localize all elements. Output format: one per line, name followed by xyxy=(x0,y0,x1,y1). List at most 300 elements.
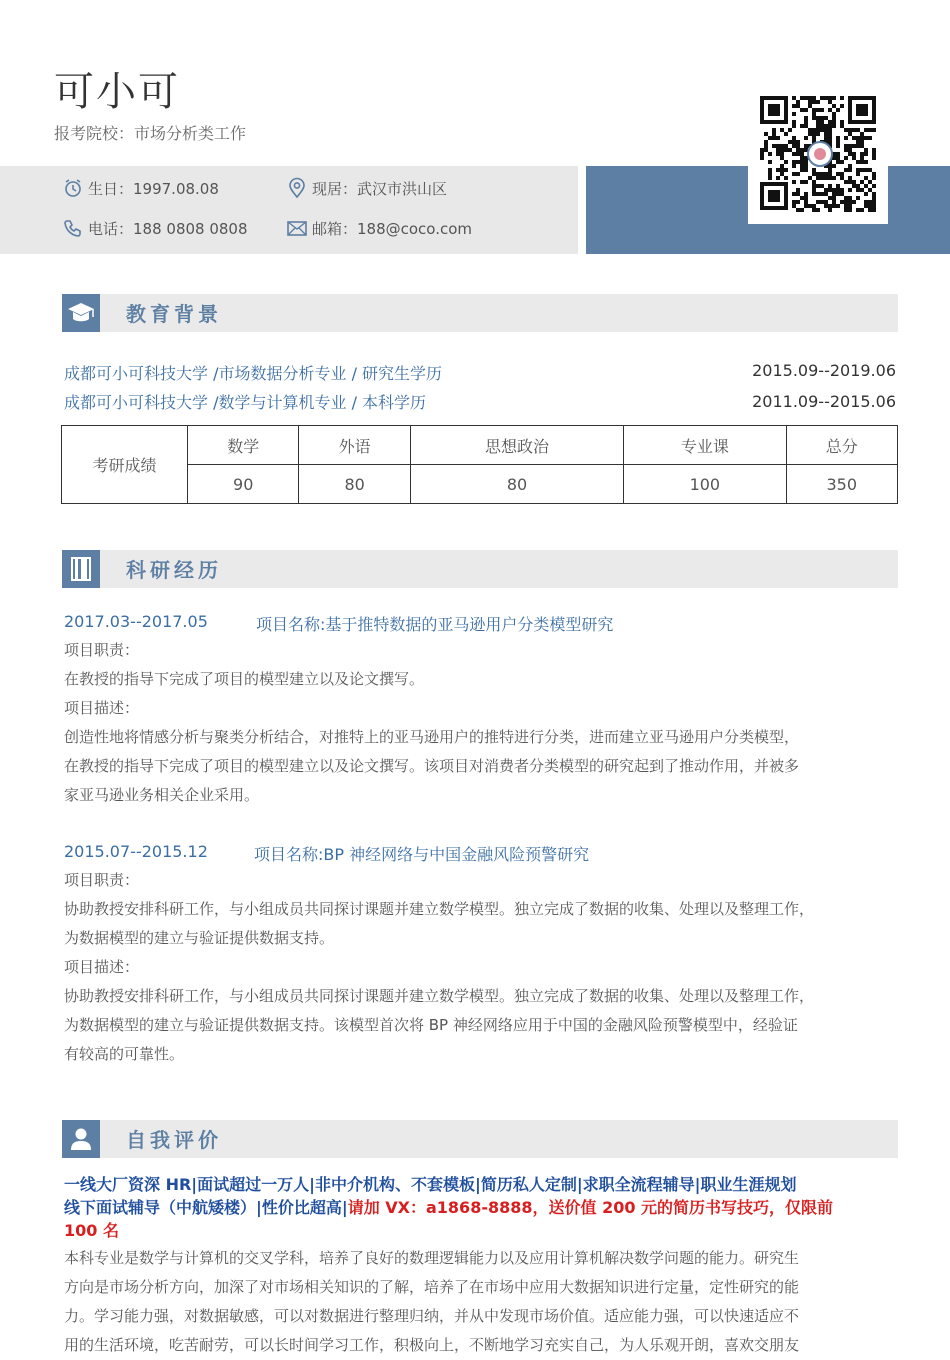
education-date-1: 2015.09--2019.06 xyxy=(752,361,896,380)
qr-module xyxy=(844,144,848,148)
person-icon xyxy=(62,1120,100,1158)
qr-module xyxy=(804,160,808,164)
qr-module xyxy=(824,172,828,176)
qr-module xyxy=(792,180,796,184)
qr-module xyxy=(844,136,848,140)
qr-module xyxy=(844,148,848,152)
qr-module xyxy=(844,128,848,132)
qr-module xyxy=(816,108,820,112)
qr-module xyxy=(868,200,872,204)
qr-module xyxy=(796,152,800,156)
project-2-name: 项目名称:BP 神经网络与中国金融风险预警研究 xyxy=(254,845,590,864)
qr-module xyxy=(864,200,868,204)
qr-module xyxy=(784,144,788,148)
qr-module xyxy=(764,140,768,144)
qr-module xyxy=(776,152,780,156)
project-1-duty-label: 项目职责： xyxy=(64,641,140,659)
qr-module xyxy=(812,128,816,132)
qr-module xyxy=(848,200,852,204)
qr-module xyxy=(828,172,832,176)
qr-module xyxy=(816,208,820,212)
qr-module xyxy=(828,208,832,212)
qr-module xyxy=(804,144,808,148)
qr-module xyxy=(872,176,876,180)
qr-module xyxy=(816,184,820,188)
qr-module xyxy=(864,128,868,132)
qr-module xyxy=(792,96,796,100)
qr-module xyxy=(768,172,772,176)
qr-module xyxy=(840,124,844,128)
qr-module xyxy=(780,144,784,148)
qr-module xyxy=(864,136,868,140)
qr-module xyxy=(780,172,784,176)
qr-module xyxy=(860,188,864,192)
qr-module xyxy=(832,176,836,180)
qr-module xyxy=(848,208,852,212)
qr-module xyxy=(780,128,784,132)
qr-module xyxy=(848,128,852,132)
qr-module xyxy=(808,176,812,180)
qr-module xyxy=(872,204,876,208)
qr-module xyxy=(768,136,772,140)
qr-module xyxy=(780,168,784,172)
qr-module xyxy=(820,200,824,204)
qr-module xyxy=(868,208,872,212)
qr-module xyxy=(872,200,876,204)
qr-module xyxy=(836,144,840,148)
phone-text: 电话：188 0808 0808 xyxy=(88,219,248,238)
self-eval-line: 力。学习能力强，对数据敏感，可以对数据进行整理归纳，并从中发现市场价值。适应能力强，可以快速适应不 xyxy=(64,1307,800,1325)
qr-module xyxy=(804,120,808,124)
qr-module xyxy=(848,196,852,200)
qr-module xyxy=(856,188,860,192)
project-2-body xyxy=(64,866,900,1069)
qr-module xyxy=(828,96,832,100)
qr-module xyxy=(812,108,816,112)
qr-module xyxy=(804,124,808,128)
qr-module xyxy=(812,100,816,104)
qr-module xyxy=(820,128,824,132)
score-header-total: 总分 xyxy=(786,426,897,465)
qr-module xyxy=(852,156,856,160)
qr-module xyxy=(848,188,852,192)
qr-module xyxy=(820,124,824,128)
qr-module xyxy=(800,160,804,164)
qr-module xyxy=(796,172,800,176)
qr-module xyxy=(844,156,848,160)
qr-module xyxy=(796,140,800,144)
qr-module xyxy=(872,128,876,132)
qr-module xyxy=(856,136,860,140)
education-title: 教育背景 xyxy=(126,302,222,326)
qr-module xyxy=(840,120,844,124)
qr-module xyxy=(844,196,848,200)
qr-module xyxy=(860,156,864,160)
qr-module xyxy=(848,164,852,168)
qr-module xyxy=(808,104,812,108)
qr-module xyxy=(816,128,820,132)
qr-module xyxy=(792,144,796,148)
qr-module xyxy=(820,176,824,180)
qr-module xyxy=(760,148,764,152)
qr-module xyxy=(848,148,852,152)
qr-module xyxy=(848,180,852,184)
qr-module xyxy=(808,96,812,100)
score-header-politics: 思想政治 xyxy=(410,426,623,465)
qr-module xyxy=(828,184,832,188)
qr-module xyxy=(828,176,832,180)
qr-module xyxy=(836,108,840,112)
qr-module xyxy=(804,164,808,168)
table-row xyxy=(62,465,898,504)
qr-module xyxy=(792,136,796,140)
qr-module xyxy=(816,100,820,104)
qr-module xyxy=(872,172,876,176)
target-position: 报考院校：市场分析类工作 xyxy=(54,124,247,143)
qr-module xyxy=(812,168,816,172)
qr-module xyxy=(812,136,816,140)
qr-module xyxy=(864,152,868,156)
promo-line-2-red: 请加 VX：a1868-8888，送价值 200 元的简历书写技巧，仅限前 xyxy=(347,1198,834,1217)
qr-module xyxy=(856,144,860,148)
qr-module xyxy=(764,148,768,152)
qr-module xyxy=(852,180,856,184)
qr-module xyxy=(816,172,820,176)
qr-module xyxy=(852,128,856,132)
qr-module xyxy=(828,136,832,140)
qr-module xyxy=(832,164,836,168)
qr-module xyxy=(784,176,788,180)
qr-module xyxy=(800,124,804,128)
project-2-date: 2015.07--2015.12 xyxy=(64,842,208,861)
qr-module xyxy=(792,172,796,176)
qr-module xyxy=(812,204,816,208)
qr-module xyxy=(796,160,800,164)
qr-module xyxy=(840,188,844,192)
qr-module xyxy=(864,184,868,188)
qr-module xyxy=(816,192,820,196)
qr-module xyxy=(796,144,800,148)
qr-module xyxy=(836,152,840,156)
qr-module xyxy=(832,96,836,100)
qr-module xyxy=(780,148,784,152)
qr-module xyxy=(872,152,876,156)
qr-module xyxy=(780,152,784,156)
qr-module xyxy=(864,168,868,172)
qr-module xyxy=(820,116,824,120)
qr-module xyxy=(776,144,780,148)
qr-module xyxy=(808,100,812,104)
qr-module xyxy=(800,180,804,184)
qr-module xyxy=(856,184,860,188)
qr-module xyxy=(808,204,812,208)
qr-module xyxy=(804,116,808,120)
qr-module xyxy=(820,192,824,196)
qr-module xyxy=(792,152,796,156)
qr-module xyxy=(816,116,820,120)
qr-module xyxy=(800,168,804,172)
qr-module xyxy=(856,172,860,176)
promo-line-3: 100 名 xyxy=(64,1221,119,1240)
qr-module xyxy=(796,100,800,104)
qr-module xyxy=(812,188,816,192)
qr-module xyxy=(816,124,820,128)
qr-module xyxy=(844,208,848,212)
qr-module xyxy=(844,180,848,184)
qr-module xyxy=(828,140,832,144)
qr-module xyxy=(780,164,784,168)
qr-module xyxy=(860,180,864,184)
qr-module xyxy=(832,120,836,124)
qr-module xyxy=(804,136,808,140)
qr-module xyxy=(772,136,776,140)
qr-module xyxy=(868,188,872,192)
qr-module xyxy=(796,104,800,108)
qr-module xyxy=(800,148,804,152)
table-row xyxy=(62,426,898,465)
promo-line-1: 一线大厂资深 HR|面试超过一万人|非中介机构、不套模板|简历私人定制|求职全流程辅导|职业生涯规划 xyxy=(64,1175,797,1194)
qr-module xyxy=(800,152,804,156)
qr-module xyxy=(796,188,800,192)
qr-module xyxy=(800,156,804,160)
qr-module xyxy=(872,196,876,200)
qr-module xyxy=(840,192,844,196)
qr-module xyxy=(828,100,832,104)
qr-module xyxy=(860,136,864,140)
qr-module xyxy=(776,136,780,140)
score-value-total: 350 xyxy=(786,465,897,504)
qr-module xyxy=(840,172,844,176)
qr-module xyxy=(800,196,804,200)
exam-scores-table xyxy=(61,425,898,504)
qr-module xyxy=(864,148,868,152)
self-eval-body xyxy=(64,1244,900,1360)
mail-icon xyxy=(286,217,308,239)
qr-module xyxy=(872,192,876,196)
qr-module xyxy=(848,152,852,156)
qr-module xyxy=(812,184,816,188)
qr-module xyxy=(772,128,776,132)
qr-module xyxy=(828,124,832,128)
qr-module xyxy=(824,188,828,192)
project-1-desc-line: 家亚马逊业务相关企业采用。 xyxy=(64,786,260,804)
research-section-header xyxy=(62,550,898,588)
qr-module xyxy=(804,192,808,196)
qr-module xyxy=(776,148,780,152)
qr-module xyxy=(804,168,808,172)
qr-module xyxy=(788,140,792,144)
project-2-desc-label: 项目描述： xyxy=(64,958,140,976)
qr-module xyxy=(812,116,816,120)
alarm-clock-icon xyxy=(62,177,84,199)
candidate-name: 可小可 xyxy=(54,69,180,115)
birthday-text: 生日：1997.08.08 xyxy=(88,179,219,198)
qr-module xyxy=(796,200,800,204)
qr-module xyxy=(804,180,808,184)
qr-module xyxy=(860,208,864,212)
qr-module xyxy=(816,132,820,136)
project-1-date: 2017.03--2017.05 xyxy=(64,612,208,631)
qr-module xyxy=(820,172,824,176)
info-email xyxy=(286,217,472,239)
score-header-major: 专业课 xyxy=(624,426,786,465)
qr-module xyxy=(844,200,848,204)
qr-module xyxy=(768,152,772,156)
qr-module xyxy=(800,96,804,100)
qr-module xyxy=(828,188,832,192)
qr-module xyxy=(824,116,828,120)
score-value-language: 80 xyxy=(299,465,410,504)
qr-module xyxy=(820,120,824,124)
qr-module xyxy=(860,152,864,156)
qr-code xyxy=(748,86,888,224)
qr-module xyxy=(836,192,840,196)
qr-module xyxy=(836,140,840,144)
qr-module xyxy=(792,160,796,164)
qr-module xyxy=(812,96,816,100)
qr-module xyxy=(828,108,832,112)
qr-module xyxy=(812,192,816,196)
qr-module xyxy=(832,196,836,200)
info-birthday xyxy=(62,177,219,199)
qr-module xyxy=(824,204,828,208)
project-2-desc-line: 协助教授安排科研工作，与小组成员共同探讨课题并建立数学模型。独立完成了数据的收集、处理以及整理工作， xyxy=(64,987,815,1005)
qr-module xyxy=(836,156,840,160)
qr-module xyxy=(840,104,844,108)
qr-module xyxy=(836,204,840,208)
qr-module xyxy=(828,128,832,132)
qr-module xyxy=(820,108,824,112)
qr-module xyxy=(788,148,792,152)
qr-module xyxy=(872,156,876,160)
qr-module xyxy=(832,204,836,208)
score-header-language: 外语 xyxy=(299,426,410,465)
qr-module xyxy=(864,160,868,164)
qr-module xyxy=(792,204,796,208)
score-header-math: 数学 xyxy=(188,426,299,465)
qr-module xyxy=(816,200,820,204)
qr-module xyxy=(800,208,804,212)
qr-module xyxy=(796,148,800,152)
research-badge xyxy=(62,550,100,588)
qr-module xyxy=(760,152,764,156)
qr-module xyxy=(852,136,856,140)
location-pin-icon xyxy=(286,177,308,199)
promo-line-2 xyxy=(64,1196,900,1219)
qr-module xyxy=(852,200,856,204)
qr-module xyxy=(784,168,788,172)
qr-module xyxy=(816,120,820,124)
qr-module xyxy=(816,176,820,180)
project-2-desc-line: 为数据模型的建立与验证提供数据支持。该模型首次将 BP 神经网络应用于中国的金融风险预警模型中，经验证 xyxy=(64,1016,798,1034)
qr-module xyxy=(828,196,832,200)
qr-module xyxy=(832,124,836,128)
qr-module xyxy=(764,144,768,148)
qr-module xyxy=(780,156,784,160)
qr-module xyxy=(800,164,804,168)
qr-module xyxy=(784,160,788,164)
qr-module xyxy=(828,204,832,208)
info-location xyxy=(286,177,447,199)
qr-module xyxy=(836,184,840,188)
qr-module xyxy=(828,132,832,136)
qr-module xyxy=(792,120,796,124)
qr-module xyxy=(844,168,848,172)
qr-module xyxy=(852,152,856,156)
qr-module xyxy=(828,120,832,124)
qr-module xyxy=(804,96,808,100)
qr-module xyxy=(836,136,840,140)
qr-module xyxy=(840,96,844,100)
project-1-name: 项目名称:基于推特数据的亚马逊用户分类模型研究 xyxy=(256,615,614,634)
qr-module xyxy=(804,196,808,200)
self-eval-line: 方向是市场分析方向，加深了对市场相关知识的了解，培养了在市场中应用大数据知识进行定量，定性研究的能 xyxy=(64,1278,800,1296)
qr-module xyxy=(860,140,864,144)
qr-module xyxy=(792,104,796,108)
project-2-desc-line: 有较高的可靠性。 xyxy=(64,1045,185,1063)
phone-icon xyxy=(62,217,84,239)
qr-module xyxy=(856,128,860,132)
qr-module xyxy=(804,204,808,208)
qr-module xyxy=(784,132,788,136)
qr-module xyxy=(796,208,800,212)
qr-module xyxy=(860,168,864,172)
qr-module xyxy=(792,200,796,204)
email-text: 邮箱：188@coco.com xyxy=(312,219,473,238)
qr-module xyxy=(832,188,836,192)
qr-module xyxy=(792,124,796,128)
qr-module xyxy=(820,96,824,100)
qr-module xyxy=(856,168,860,172)
qr-module xyxy=(812,132,816,136)
qr-module xyxy=(864,192,868,196)
qr-module xyxy=(824,200,828,204)
qr-module xyxy=(792,192,796,196)
qr-module xyxy=(852,184,856,188)
qr-module xyxy=(852,144,856,148)
qr-module xyxy=(824,128,828,132)
info-phone xyxy=(62,217,248,239)
qr-module xyxy=(812,208,816,212)
qr-module xyxy=(824,192,828,196)
qr-module xyxy=(848,204,852,208)
education-entry-1: 成都可小可科技大学 /市场数据分析专业 / 研究生学历 xyxy=(64,364,443,383)
qr-module xyxy=(808,128,812,132)
self-eval-badge xyxy=(62,1120,100,1158)
research-title: 科研经历 xyxy=(126,558,222,582)
self-eval-line: 用的生活环境，吃苦耐劳，可以长时间学习工作，积极向上，不断地学习充实自己，为人乐观开朗，喜欢交朋友 xyxy=(64,1336,800,1354)
qr-module xyxy=(796,192,800,196)
qr-module xyxy=(856,208,860,212)
qr-module xyxy=(764,132,768,136)
graduation-cap-icon xyxy=(62,294,100,332)
project-2-duty-label: 项目职责： xyxy=(64,871,140,889)
qr-module xyxy=(864,204,868,208)
qr-module xyxy=(776,176,780,180)
self-eval-section-header xyxy=(62,1120,898,1158)
project-1-desc-line: 创造性地将情感分析与聚类分析结合，对推特上的亚马逊用户的推特进行分类，进而建立亚马逊用户分类模型， xyxy=(64,728,800,746)
qr-module xyxy=(836,172,840,176)
qr-module xyxy=(768,168,772,172)
project-1-body xyxy=(64,636,900,810)
education-entry-2: 成都可小可科技大学 /数学与计算机专业 / 本科学历 xyxy=(64,393,427,412)
education-badge xyxy=(62,294,100,332)
qr-module xyxy=(856,140,860,144)
qr-module xyxy=(872,184,876,188)
promo-text xyxy=(64,1173,900,1242)
qr-module xyxy=(768,176,772,180)
project-2-duty-line: 为数据模型的建立与验证提供数据支持。 xyxy=(64,929,335,947)
